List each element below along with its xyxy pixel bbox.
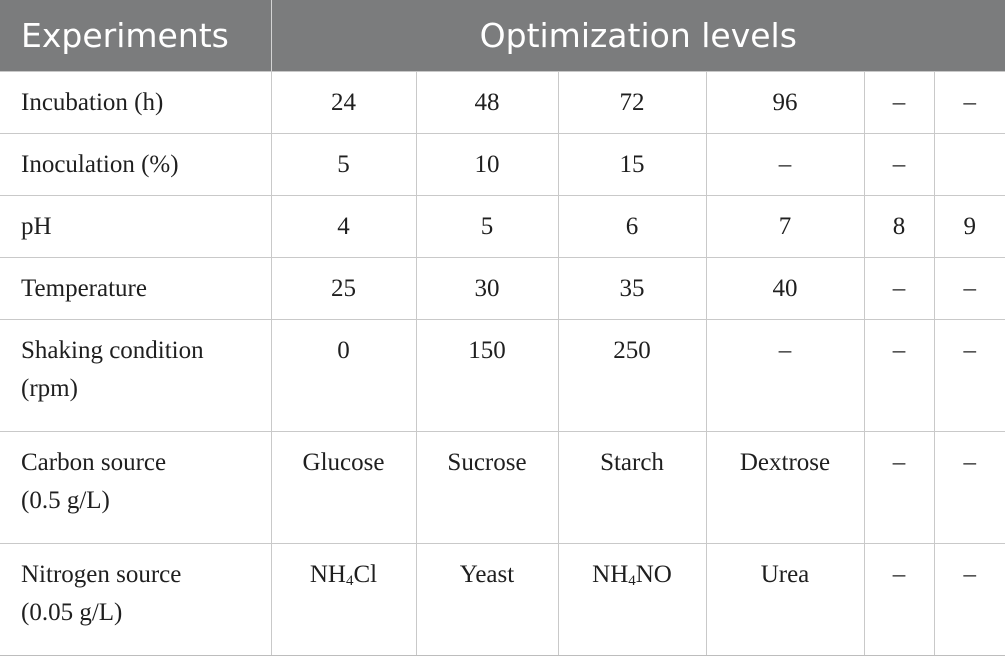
row-label-line: pH — [21, 213, 52, 240]
table-cell: 5 — [416, 196, 558, 258]
table-cell: 150 — [416, 320, 558, 432]
chem-formula-subscript: 4 — [628, 573, 636, 589]
table-cell: 0 — [271, 320, 416, 432]
chem-formula-part: NH — [592, 561, 629, 588]
table-cell: 9 — [934, 196, 1005, 258]
row-label-line: (0.05 g/L) — [21, 599, 123, 626]
table-cell: – — [934, 72, 1005, 134]
table-cell: – — [864, 544, 934, 656]
table-row-inoculation — [0, 134, 1005, 196]
table-cell: 96 — [706, 72, 864, 134]
table-cell: 10 — [416, 134, 558, 196]
table-cell: 35 — [558, 258, 706, 320]
table-cell-nh4cl — [271, 544, 416, 656]
row-label-line: Nitrogen source — [21, 561, 182, 588]
table-cell: – — [706, 134, 864, 196]
table-row-nitrogen-source — [0, 544, 1005, 656]
table-cell: – — [864, 320, 934, 432]
table-cell: – — [934, 320, 1005, 432]
header-experiments: Experiments — [0, 0, 271, 72]
table-row-carbon-source — [0, 432, 1005, 544]
table-cell: 4 — [271, 196, 416, 258]
table-cell: 5 — [271, 134, 416, 196]
table-cell: 15 — [558, 134, 706, 196]
table-cell: – — [864, 432, 934, 544]
row-label-line: (0.5 g/L) — [21, 487, 110, 514]
table-cell: Glucose — [271, 432, 416, 544]
table-cell — [934, 134, 1005, 196]
row-label-line: Inoculation (%) — [21, 151, 179, 178]
chem-formula-part: Cl — [353, 561, 378, 588]
table-row-shaking — [0, 320, 1005, 432]
row-label-line: Incubation (h) — [21, 89, 164, 116]
table-cell-nh4no — [558, 544, 706, 656]
table-cell: – — [934, 258, 1005, 320]
table-cell: Dextrose — [706, 432, 864, 544]
table-cell: – — [934, 544, 1005, 656]
row-label — [0, 72, 271, 134]
chem-formula-part: NH — [309, 561, 346, 588]
table-cell: 25 — [271, 258, 416, 320]
row-label-line: Shaking condition — [21, 337, 204, 364]
table-cell: – — [934, 432, 1005, 544]
table-cell: – — [864, 134, 934, 196]
row-label-line: (rpm) — [21, 375, 78, 402]
table-cell: Sucrose — [416, 432, 558, 544]
row-label — [0, 432, 271, 544]
table-cell: – — [706, 320, 864, 432]
table-cell: 72 — [558, 72, 706, 134]
row-label-line: Carbon source — [21, 449, 167, 476]
row-label — [0, 544, 271, 656]
table-header-row — [0, 0, 1005, 72]
chem-formula-part: NO — [635, 561, 672, 588]
table-cell: Urea — [706, 544, 864, 656]
chem-formula-subscript: 4 — [345, 573, 354, 589]
header-optimization-levels: Optimization levels — [271, 0, 1005, 72]
table-cell: – — [864, 72, 934, 134]
table-cell: 48 — [416, 72, 558, 134]
table-cell: 6 — [558, 196, 706, 258]
table-cell: 30 — [416, 258, 558, 320]
table-cell: Yeast — [416, 544, 558, 656]
table-cell: 7 — [706, 196, 864, 258]
table-row-ph — [0, 196, 1005, 258]
row-label — [0, 320, 271, 432]
table-row-incubation — [0, 72, 1005, 134]
row-label — [0, 134, 271, 196]
table-cell: 8 — [864, 196, 934, 258]
row-label — [0, 196, 271, 258]
table-row-temperature — [0, 258, 1005, 320]
table-cell: Starch — [558, 432, 706, 544]
table-cell: – — [864, 258, 934, 320]
table-cell: 40 — [706, 258, 864, 320]
table-cell: 24 — [271, 72, 416, 134]
row-label — [0, 258, 271, 320]
table-cell: 250 — [558, 320, 706, 432]
row-label-line: Temperature — [21, 275, 147, 302]
